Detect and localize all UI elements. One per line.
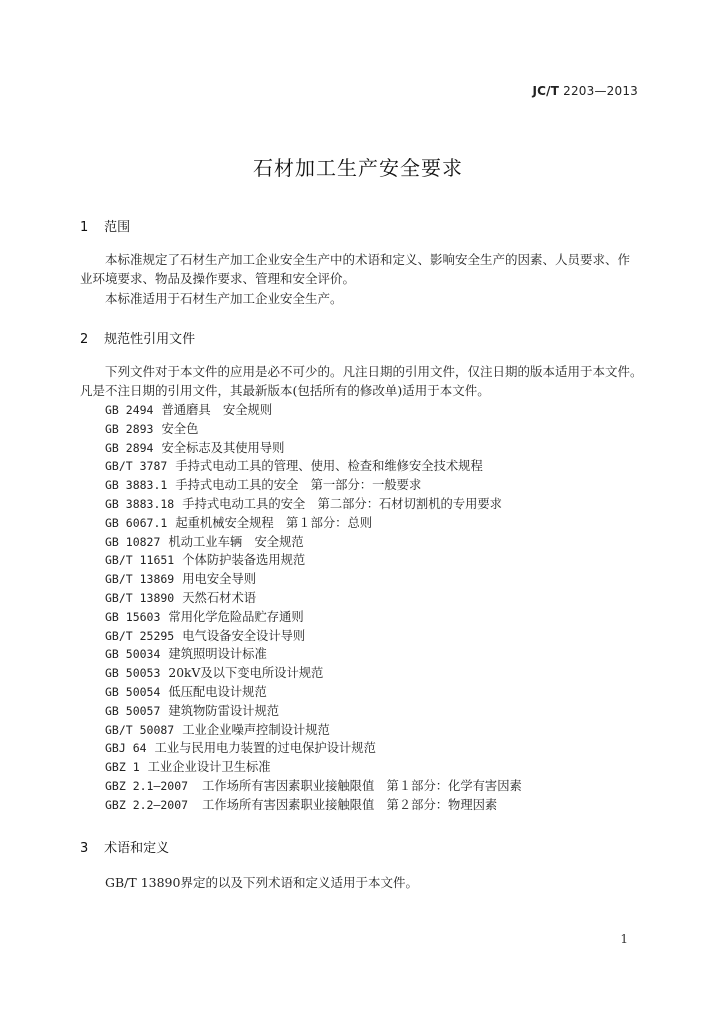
section-title: 规范性引用文件 [104, 332, 196, 347]
reference-item [105, 664, 522, 683]
reference-item [105, 495, 522, 514]
reference-title: 机动工业车辆 安全规范 [168, 534, 304, 549]
reference-item [105, 514, 522, 533]
reference-item [105, 457, 522, 476]
section-title: 术语和定义 [104, 841, 170, 856]
reference-code: GB 6067.1 [105, 515, 168, 530]
reference-title: 建筑物防雷设计规范 [168, 703, 280, 718]
reference-title: 常用化学危险品贮存通则 [168, 609, 304, 624]
reference-title: 建筑照明设计标准 [168, 647, 267, 662]
reference-title: 低压配电设计规范 [168, 684, 267, 699]
reference-code: GBZ 2.2—2007 [105, 797, 189, 812]
section-1-heading [80, 216, 130, 235]
reference-title: 用电安全导则 [182, 572, 257, 587]
section-2-heading [80, 328, 195, 347]
section-title: 范围 [104, 220, 131, 235]
reference-code: GB/T 13869 [105, 572, 175, 587]
reference-title: 天然石材术语 [182, 590, 257, 605]
reference-code: GB/T 11651 [105, 553, 175, 568]
reference-item [105, 721, 522, 740]
standard-code-number: 2203—2013 [559, 84, 638, 98]
page-number: 1 [620, 932, 628, 946]
standard-code [532, 84, 638, 98]
reference-item [105, 420, 522, 439]
reference-title: 手持式电动工具的安全 第一部分：一般要求 [175, 478, 422, 493]
section-number: 1 [80, 220, 89, 235]
reference-title: 工作场所有害因素职业接触限值 第１部分：化学有害因素 [202, 778, 522, 793]
reference-item [105, 570, 522, 589]
reference-title: 20kV及以下变电所设计规范 [168, 666, 324, 681]
reference-title: 普通磨具 安全规则 [161, 403, 273, 417]
reference-code: GB 2894 [105, 440, 154, 455]
reference-code: GB/T 13890 [105, 590, 175, 605]
normative-reference-list [105, 401, 522, 815]
reference-item [105, 777, 522, 796]
reference-title: 手持式电动工具的安全 第二部分：石材切割机的专用要求 [182, 496, 502, 511]
section-3-heading [80, 837, 169, 856]
reference-item [105, 758, 522, 777]
reference-code: GB 10827 [105, 534, 161, 549]
reference-item [105, 551, 522, 570]
reference-code: GB 3883.1 [105, 478, 168, 493]
reference-code: GBZ 2.1—2007 [105, 778, 189, 793]
reference-code: GB 2494 [105, 403, 154, 417]
reference-code: GB/T 3787 [105, 459, 168, 474]
reference-item [105, 476, 522, 495]
reference-code: GBJ 64 [105, 741, 147, 756]
reference-item [105, 796, 522, 815]
reference-item [105, 683, 522, 702]
reference-code: GB 50057 [105, 703, 161, 718]
reference-item [105, 739, 522, 758]
reference-code: GB 2893 [105, 421, 154, 436]
reference-code: GB 50053 [105, 666, 161, 681]
reference-item [105, 608, 522, 627]
reference-item [105, 645, 522, 664]
reference-title: 手持式电动工具的管理、使用、检查和维修安全技术规程 [175, 459, 483, 474]
reference-title: 工业企业设计卫生标准 [147, 760, 271, 775]
section-number: 2 [80, 332, 89, 347]
reference-code: GB/T 25295 [105, 628, 175, 643]
section-1-paragraph-1: 本标准规定了石材生产加工企业安全生产中的术语和定义、影响安全生产的因素、人员要求、作业环境要求、物品及操作要求、管理和安全评价。 [80, 252, 631, 286]
reference-item [105, 533, 522, 552]
reference-item [105, 702, 522, 721]
reference-title: 工业企业噪声控制设计规范 [182, 722, 330, 737]
reference-title: 安全色 [161, 421, 199, 436]
reference-code: GB 50054 [105, 684, 161, 699]
reference-title: 电气设备安全设计导则 [182, 628, 306, 643]
standard-code-prefix: JC/T [532, 84, 560, 98]
section-3-paragraph-1: GB/T 13890界定的以及下列术语和定义适用于本文件。 [105, 875, 418, 890]
reference-code: GBZ 1 [105, 760, 140, 775]
reference-title: 工业与民用电力装置的过电保护设计规范 [154, 741, 376, 756]
reference-item [105, 401, 522, 420]
document-title: 石材加工生产安全要求 [253, 156, 463, 180]
reference-title: 工作场所有害因素职业接触限值 第２部分：物理因素 [202, 797, 498, 812]
reference-item [105, 589, 522, 608]
reference-code: GB 3883.18 [105, 496, 175, 511]
reference-code: GB 50034 [105, 647, 161, 662]
section-number: 3 [80, 841, 89, 856]
reference-item [105, 439, 522, 458]
reference-code: GB/T 50087 [105, 722, 175, 737]
reference-code: GB 15603 [105, 609, 161, 624]
section-1-paragraph-2: 本标准适用于石材生产加工企业安全生产。 [105, 291, 343, 306]
reference-item [105, 627, 522, 646]
reference-title: 个体防护装备选用规范 [182, 553, 306, 568]
reference-title: 安全标志及其使用导则 [161, 440, 285, 455]
reference-title: 起重机械安全规程 第１部分：总则 [175, 515, 373, 530]
section-2-paragraph-1: 下列文件对于本文件的应用是必不可少的。凡注日期的引用文件，仅注日期的版本适用于本文件。凡是不注日期的引用文件，其最新版本(包括所有的修改单)适用于本文件。 [80, 364, 643, 398]
